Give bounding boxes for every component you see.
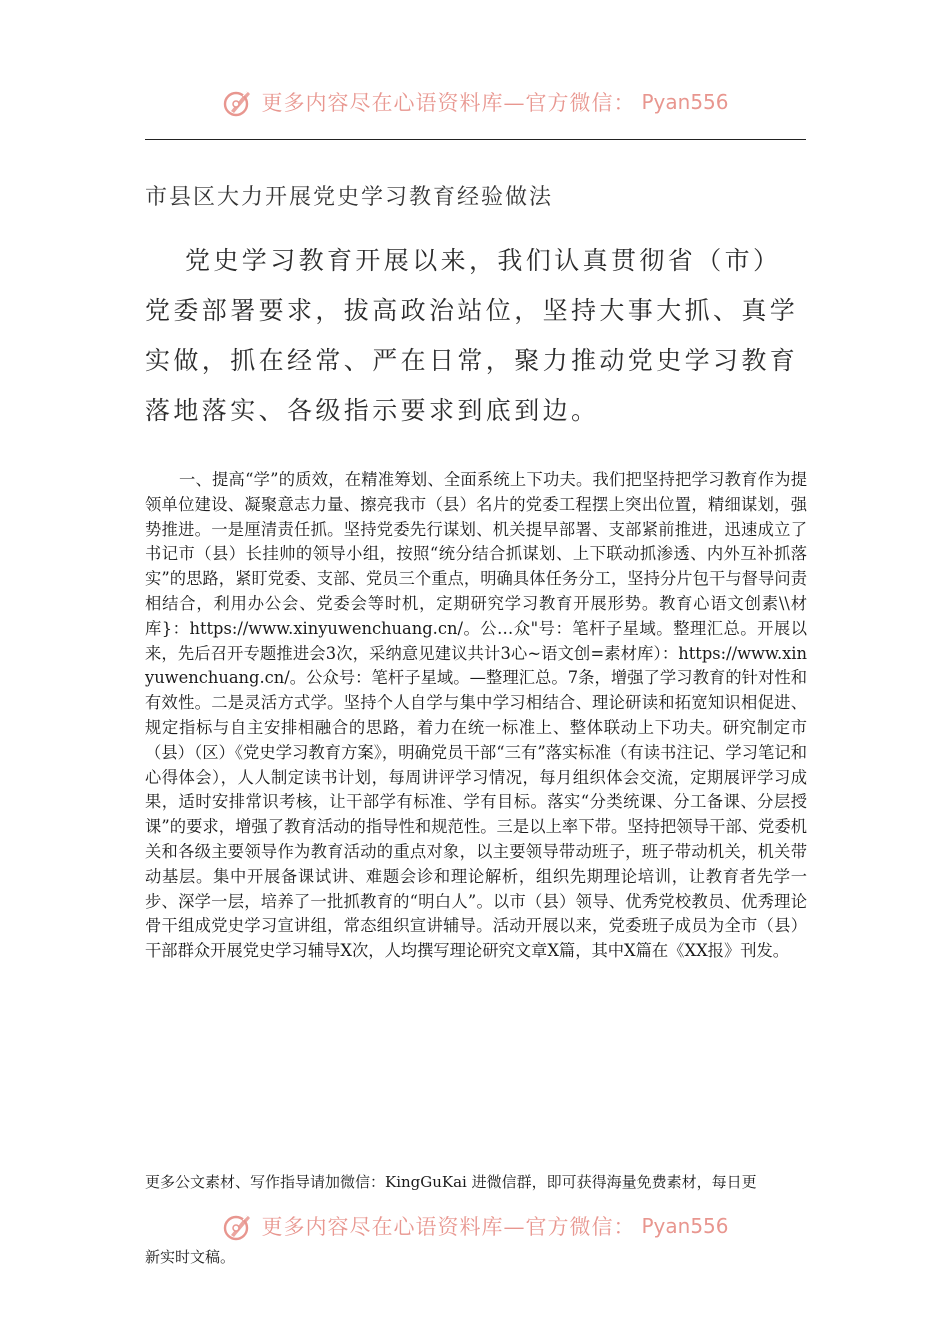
- header-watermark-banner: [0, 82, 950, 122]
- watermark-text: 更多内容尽在心语资料库—官方微信：: [261, 91, 636, 115]
- body-paragraph: 一、提高“学”的质效，在精准筹划、全面系统上下功夫。我们把坚持把学习教育作为提领单位建设、凝聚意志力量、擦亮我市（县）名片的党委工程摆上突出位置，精细谋划，强势推进。一是厘清责任抓。坚持党委先行谋划、机关提早部署、支部紧前推进，迅速成立了书记市（县）长挂帅的领导小组，按照“统分结合抓谋划、上下联动抓渗透、内外互补抓落实”的思路，紧盯党委、支部、党员三个重点，明确具体任务分工，坚持分片包干与督导问责相结合，利用办公会、党委会等时机，定期研究学习教育开展形势。教育心语文创素\\材库}：https://www.xinyuwenchuang.cn/。公…众"号：笔杆子星域。整理汇总。开展以来，先后召开专题推进会3次，采纳意见建议共计3心~语文创=素材库）：https://www.xinyuwenchuang.cn/。公众号：笔杆子星域。—整理汇总。7条，增强了学习教育的针对性和有效性。二是灵活方式学。坚持个人自学与集中学习相结合、理论研读和拓宽知识相促进、规定指标与自主安排相融合的思路，着力在统一标准上、整体联动上下功夫。研究制定市（县）（区）《党史学习教育方案》，明确党员干部“三有”落实标准（有读书注记、学习笔记和心得体会），人人制定读书计划，每周讲评学习情况，每月组织体会交流，定期展评学习成果，适时安排常识考核，让干部学有标准、学有目标。落实“分类统课、分工备课、分层授课”的要求，增强了教育活动的指导性和规范性。三是以上率下带。坚持把领导干部、党委机关和各级主要领导作为教育活动的重点对象，以主要领导带动班子，班子带动机关，机关带动基层。集中开展备课试讲、难题会诊和理论解析，组织先期理论培训，让教育者先学一步、深学一层，培养了一批抓教育的“明白人”。以市（县）领导、优秀党校教员、优秀理论骨干组成党史学习宣讲组，常态组织宣讲辅导。活动开展以来，党委班子成员为全市（县）干部群众开展党史学习辅导X次，人均撰写理论研究文章X篇，其中X篇在《XX报》刊发。: [145, 470, 807, 961]
- quill-logo-icon: [221, 85, 255, 119]
- footer-promo-line: 更多公文素材、写作指导请加微信：KingGuKai 进微信群，即可获得海量免费素材，每日更: [145, 1173, 757, 1191]
- watermark-text: 更多内容尽在心语资料库—官方微信：: [261, 1215, 636, 1239]
- lead-paragraph: 党史学习教育开展以来，我们认真贯彻省（市）党委部署要求，拔高政治站位，坚持大事大抓、真学实做，抓在经常、严在日常，聚力推动党史学习教育落地落实、各级指示要求到底到边。: [145, 246, 799, 425]
- quill-logo-icon: [221, 1209, 255, 1243]
- watermark-wechat-id: Pyan556: [641, 1214, 729, 1238]
- footer-promo-line-continued: 新实时文稿。: [145, 1248, 236, 1266]
- document-title: 市县区大力开展党史学习教育经验做法: [145, 185, 554, 210]
- footer-watermark-banner: [0, 1206, 950, 1246]
- watermark-wechat-id: Pyan556: [641, 90, 729, 114]
- header-divider: [145, 139, 806, 140]
